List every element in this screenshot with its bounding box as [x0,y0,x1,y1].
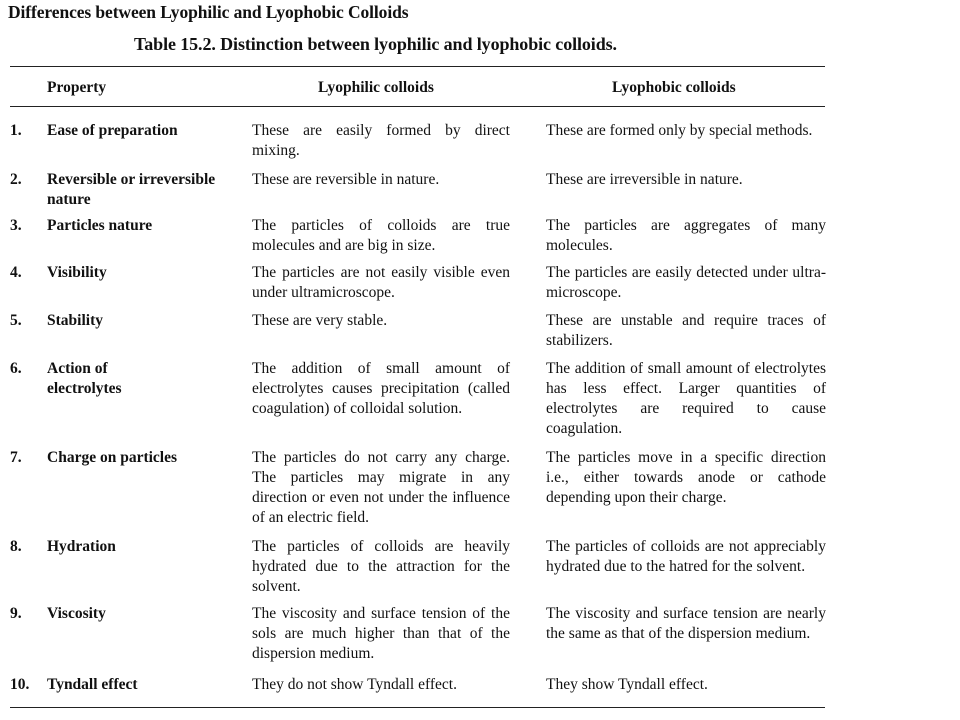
row-number: 2. [10,171,22,188]
row-lyophilic: These are very stable. [252,312,388,329]
row-lyophobic: These are irreversible in nature. [546,171,743,188]
header-property: Property [47,79,107,96]
row-number: 6. [10,360,22,377]
table-bottom-rule [10,707,825,708]
row-lyophobic: These are unstable and require traces of stabilizers. [546,312,826,349]
header-lyophobic: Lyophobic colloids [612,79,736,96]
row-property: Viscosity [47,605,106,622]
table-caption: Table 15.2. Distinction between lyophilic and lyophobic colloids. [134,34,617,54]
row-lyophilic: The particles of colloids are heavily hydrated due to the attraction for the solvent. [252,538,510,595]
row-lyophobic: The particles of colloids are not appreciably hydrated due to the hatred for the solvent. [546,538,826,575]
row-lyophilic: The addition of small amount of electrolytes causes precipitation (called coagulation) of colloidal solution. [252,360,510,417]
row-lyophilic: These are reversible in nature. [252,171,440,188]
row-property: Reversible or irreversible nature [47,171,216,208]
row-lyophobic: The viscosity and surface tension are nearly the same as that of the dispersion medium. [546,605,826,642]
row-property: Charge on particles [47,449,178,466]
row-property: Hydration [47,538,116,555]
row-lyophobic: The addition of small amount of electrolytes has less effect. Larger quantities of electrolytes are required to cause coagulation. [546,360,826,437]
row-property: Action of electrolytes [47,360,122,397]
row-property: Ease of preparation [47,122,178,139]
row-lyophilic: The particles do not carry any charge. The particles may migrate in any direction or even not under the influence of an electric field. [252,449,510,526]
row-property: Stability [47,312,103,329]
row-lyophilic: The particles of colloids are true molecules and are big in size. [252,217,510,254]
row-number: 1. [10,122,22,139]
row-lyophobic: The particles are easily detected under ultra-microscope. [546,264,826,301]
row-number: 8. [10,538,22,555]
row-number: 4. [10,264,22,281]
row-property: Particles nature [47,217,153,234]
row-property: Tyndall effect [47,676,138,693]
header-bottom-rule [10,106,825,107]
row-number: 7. [10,449,22,466]
row-lyophobic: They show Tyndall effect. [546,676,708,693]
row-number: 5. [10,312,22,329]
page-heading: Differences between Lyophilic and Lyophobic Colloids [8,2,409,22]
row-lyophilic: They do not show Tyndall effect. [252,676,457,693]
table-top-rule [10,66,825,67]
row-lyophobic: The particles are aggregates of many molecules. [546,217,826,254]
row-lyophilic: These are easily formed by direct mixing. [252,122,510,159]
row-number: 10. [10,676,30,693]
header-lyophilic: Lyophilic colloids [318,79,434,96]
row-property: Visibility [47,264,107,281]
row-lyophilic: The viscosity and surface tension of the sols are much higher than that of the dispersion medium. [252,605,510,662]
row-lyophilic: The particles are not easily visible even under ultramicroscope. [252,264,510,301]
row-number: 9. [10,605,22,622]
row-lyophobic: The particles move in a specific direction i.e., either towards anode or cathode depending upon their charge. [546,449,826,506]
row-lyophobic: These are formed only by special methods. [546,122,813,139]
row-number: 3. [10,217,22,234]
